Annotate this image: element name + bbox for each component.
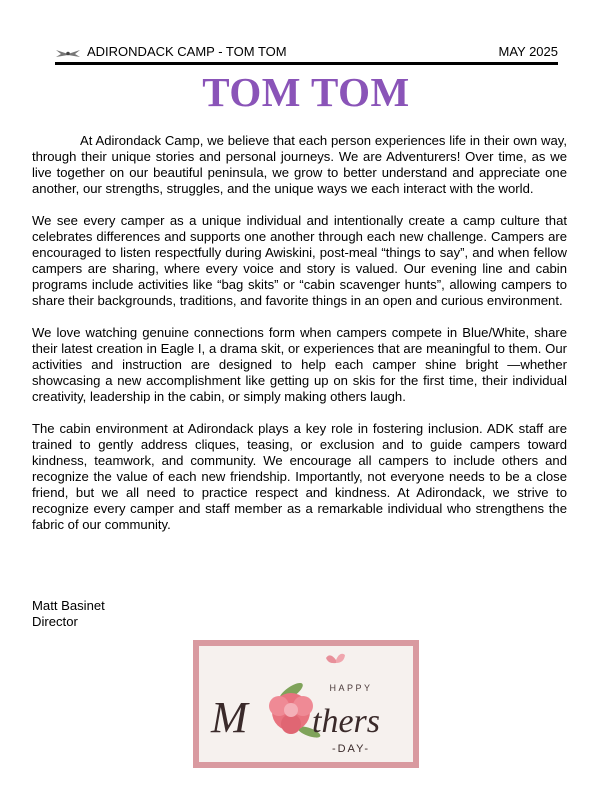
card-happy: HAPPY — [329, 683, 373, 693]
page-header — [55, 42, 558, 65]
paragraph: The cabin environment at Adirondack plays a key role in fostering inclusion. ADK staff are trained to gently address cliques, teasing, or exclusion and to guide campers toward kindness, teamwork, and community. We encourage all campers to include others and recognize the value of each new friendship. Importantly, not everyone needs to be a close friend, but we all need to practice respect and kindness. At Adirondack, we strive to recognize every camper and staff member as a remarkable individual who strengthens the fabric of our community. — [32, 421, 567, 532]
butterfly-icon — [326, 654, 345, 663]
letter-body — [32, 133, 567, 549]
paragraph: We see every camper as a unique individual and intentionally create a camp culture that celebrates differences and supports one another through each new challenge. Campers are encouraged to listen respectfully during Awiskini, post-meal “things to say”, and when fellow campers are sharing, where every voice and story is valued. Our evening line and cabin programs include activities like “bag skits” or “cabin scavenger hunts”, allowing campers to share their backgrounds, traditions, and favorite things in an open and curious environment. — [32, 213, 567, 308]
signature — [32, 598, 105, 630]
eagle-icon — [55, 46, 81, 58]
card-thers: thers — [312, 703, 380, 740]
signature-name: Matt Basinet — [32, 598, 105, 613]
card-day: -DAY- — [331, 743, 371, 755]
header-publication: ADIRONDACK CAMP - TOM TOM — [87, 44, 287, 59]
card-inner — [199, 646, 413, 762]
card-artwork — [199, 646, 413, 762]
header-date: MAY 2025 — [498, 44, 558, 59]
newsletter-title: TOM TOM — [202, 69, 410, 115]
signature-role: Director — [32, 614, 78, 629]
card-m: M — [211, 693, 248, 742]
header-left — [55, 42, 287, 62]
paragraph: At Adirondack Camp, we believe that each person experiences life in their own way, through their unique stories and personal journeys. We are Adventurers! Over time, as we live together on our beautiful peninsula, we grow to better understand and appreciate one another, our strengths, struggles, and the unique ways we each interact with the world. — [32, 133, 567, 196]
mothers-day-card — [193, 640, 419, 768]
paragraph: We love watching genuine connections form when campers compete in Blue/White, share their latest creation in Eagle I, a drama skit, or experiences that are meaningful to them. Our activities and instruction are designed to help each camper shine bright —whether showcasing a new accomplishment like getting up on skis for the first time, their individual creativity, leadership in the cabin, or simply making others laugh. — [32, 325, 567, 404]
